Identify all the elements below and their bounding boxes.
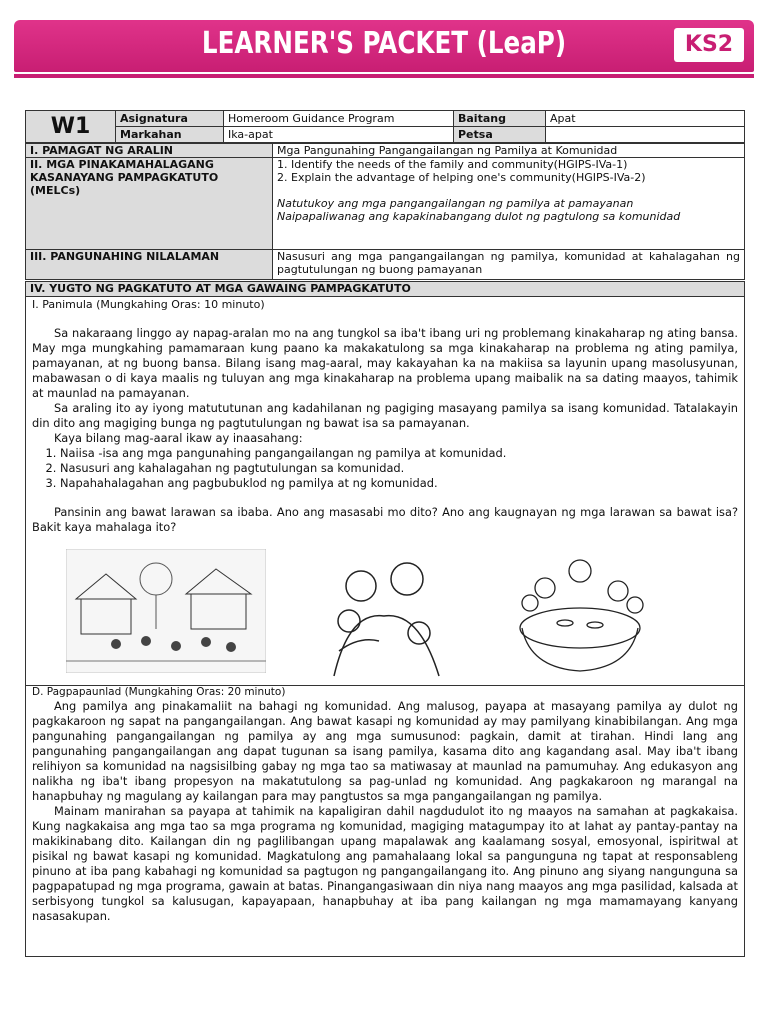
pamagat-label: I. PAMAGAT NG ARALIN <box>26 144 273 158</box>
family-dinner-illustration <box>510 543 650 683</box>
development-paragraph-2: Mainam manirahan sa payapa at tahimik na kapaligiran dahil nagdudulot ito ng maayos na samahan at pagkakaisa. Kung nagkakaisa ang mga tao sa mga programa ng komunidad, magiging matagumpay ito at lahat ay pantay-pantay na makikinabang dito. Kailangan din ng paglilibangan upang mapalawak ang kaalamang sosyal, emosyonal, ispiritwal at pisikal ng bawat kasapi ng komunidad. Magkatulong ang pamahalaang lokal sa pangunguna ng tapat at responsableng pinuno at iba pang kabahagi ng komunidad sa pagtugon ng pangangailangang ito. Ang pinuno ang siyang nangunguna sa pagpapatupad ng mga programa, gawain at batas. Pinangangasiwaan din niya nang maayos ang mga pasilidad, kalsada at serbisyong tungkol sa kalusugan, kapayapaan, hanapbuhay at iba pang kailangan ng mga mamamayang kanyang nasasakupan. <box>32 804 738 923</box>
petsa-value <box>546 127 745 143</box>
list-item: 1. Naiisa -isa ang mga pangunahing pangangailangan ng pamilya at komunidad. <box>60 446 744 461</box>
melcs-fil-2: Naipapaliwanag ang kapakinabangang dulot ng pagtulong sa komunidad <box>277 210 681 223</box>
learning-activities-box <box>25 281 745 957</box>
petsa-label: Petsa <box>454 127 546 143</box>
markahan-value: Ika-apat <box>224 127 454 143</box>
nilalaman-value: Nasusuri ang mga pangangailangan ng pamilya, komunidad at kahalagahan ng pagtutulungan ng buong pamayanan <box>273 250 745 280</box>
melcs-item-2: 2. Explain the advantage of helping one's community(HGIPS-IVa-2) <box>277 171 646 184</box>
banner-underline <box>14 74 754 78</box>
pagpapaunlad-heading: D. Pagpapaunlad (Mungkahing Oras: 20 minuto) <box>32 686 286 698</box>
yugto-heading: IV. YUGTO NG PAGKATUTO AT MGA GAWAING PAMPAGKATUTO <box>26 282 744 297</box>
list-item: 2. Nasusuri ang kahalagahan ng pagtutulungan sa komunidad. <box>60 461 744 476</box>
nilalaman-label: III. PANGUNAHING NILALAMAN <box>26 250 273 280</box>
asignatura-label: Asignatura <box>116 111 224 127</box>
packet-title: LEARNER'S PACKET (LeaP) <box>201 26 567 61</box>
pamagat-value: Mga Pangunahing Pangangailangan ng Pamilya at Komunidad <box>273 144 745 158</box>
week-label: W1 <box>26 111 116 143</box>
ks2-badge: KS2 <box>674 28 744 62</box>
header-banner <box>14 20 754 72</box>
intro-paragraph-2: Sa araling ito ay iyong matututunan ang kadahilanan ng pagiging masayang pamilya sa isang komunidad. Tatalakayin din dito ang magiging bunga ng pagtutulungan ng bawat isa sa pamayanan. <box>32 401 738 430</box>
melcs-fil-1: Natutukoy ang mga pangangailangan ng pamilya at pamayanan <box>277 197 634 210</box>
baitang-value: Apat <box>546 111 745 127</box>
intro-paragraph-4: Pansinin ang bawat larawan sa ibaba. Ano ang masasabi mo dito? Ano ang kaugnayan ng mga larawan sa bawat isa? Bakit kaya mahalaga ito? <box>32 505 738 534</box>
community-illustration <box>66 549 266 673</box>
family-illustration <box>309 541 459 681</box>
lesson-sections-table <box>25 143 745 280</box>
melcs-cell <box>273 158 745 250</box>
baitang-label: Baitang <box>454 111 546 127</box>
intro-paragraph-3: Kaya bilang mag-aaral ikaw ay inaasahang: <box>54 431 303 445</box>
panimula-heading: I. Panimula (Mungkahing Oras: 10 minuto) <box>32 298 265 311</box>
intro-paragraph-1: Sa nakaraang linggo ay napag-aralan mo na ang tungkol sa iba't ibang uri ng problemang kinakaharap ng ating bansa. May mga mungkahing pamamaraan kung paano ka makakatulong sa mga kinakaharap na problema ng ating pamilya, pamayanan, at ng buong bansa. Bilang isang mag-aaral, may kakayahan ka na makiisa sa layunin upang masolusyunan, mabawasan o di kaya maalis ng tuluyan ang mga kinakaharap na problema upang maibalik na sa dating maayos, tahimik at maunlad na pamayanan. <box>32 326 738 400</box>
illustrations-row <box>26 535 744 685</box>
melcs-item-1: 1. Identify the needs of the family and community(HGIPS-IVa-1) <box>277 158 628 171</box>
development-paragraph-1: Ang pamilya ang pinakamaliit na bahagi ng komunidad. Ang malusog, payapa at masayang pamilya ay dulot ng pagkakaroon ng sapat na pangangailangan. Ang bawat kasapi ng komunidad ay may pamilyang kinabibilangan. Ang mga pangunahing pangangailangan ng pamilya ay ang mga sumusunod: pagkain, damit at tirahan. Hindi lang ang pangunahing pangangailangan ang dapat tugunan sa isang pamilya, kasama dito ang kagandang asal. May iba't ibang relihiyon sa komunidad na nagsisilbing gabay ng mga tao sa matiwasay at maunlad na pamumuhay. Ang edukasyon ang nalikha ng iba't ibang propesyon na makatutulong sa pag-unlad ng komunidad. Ang pagkakaroon ng marangal na hanapbuhay ng magulang ay kailangan para may pangtustos sa mga pangangailangan ng pamilya. <box>32 699 738 803</box>
objectives-list <box>52 446 744 491</box>
markahan-label: Markahan <box>116 127 224 143</box>
list-item: 3. Napahahalagahan ang pagbubuklod ng pamilya at ng komunidad. <box>60 476 744 491</box>
melcs-label: II. MGA PINAKAMAHALAGANG KASANAYANG PAMPAGKATUTO (MELCs) <box>26 158 273 250</box>
asignatura-value: Homeroom Guidance Program <box>224 111 454 127</box>
lesson-info-table <box>25 110 745 143</box>
